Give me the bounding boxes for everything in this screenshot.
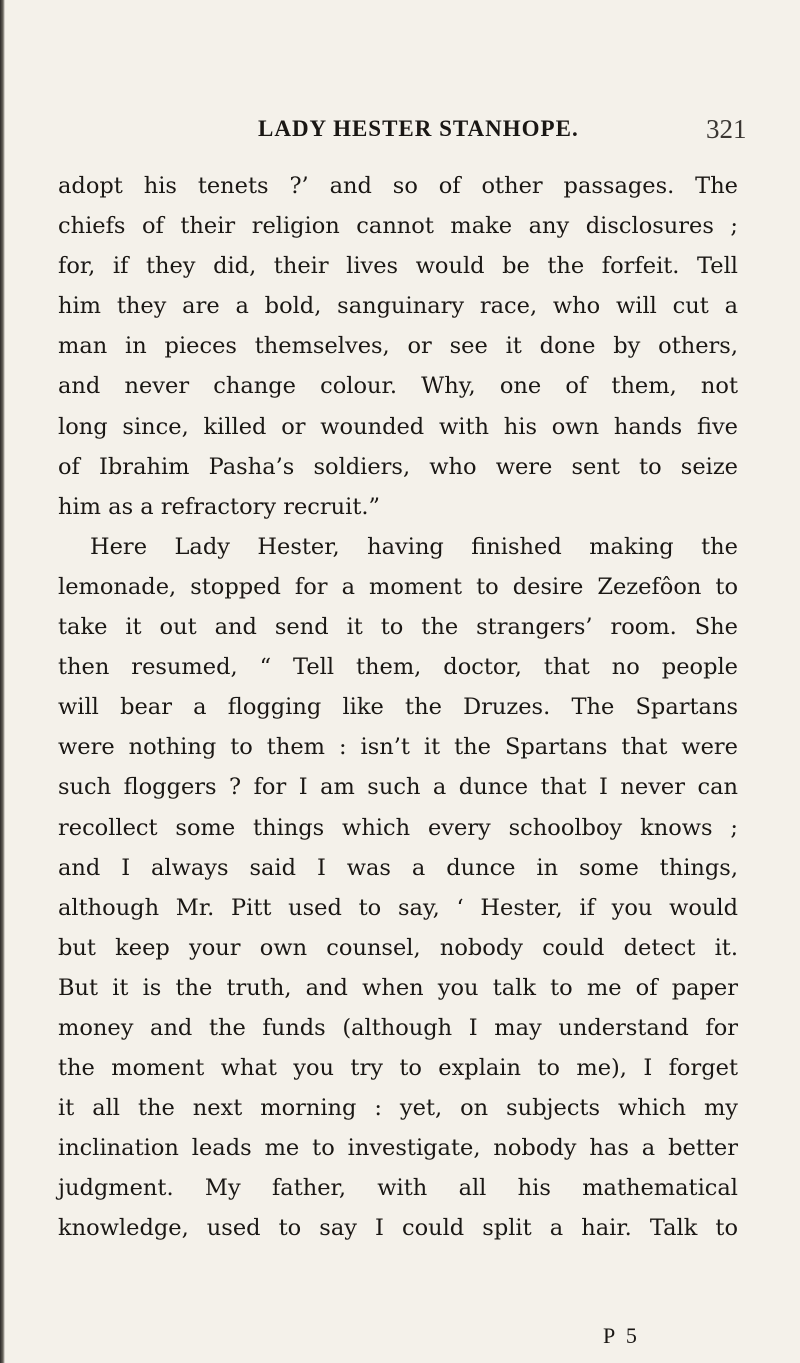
text-line: inclination leads me to investigate, nobody has a better — [58, 1135, 738, 1162]
text-body — [58, 166, 738, 1249]
text-line: the moment what you try to explain to me), I forget — [58, 1055, 738, 1082]
text-line: judgment. My father, with all his mathematical — [58, 1175, 738, 1202]
text-line: will bear a flogging like the Druzes. The Spartans — [58, 694, 738, 721]
text-line: adopt his tenets ?’ and so of other passages. The — [58, 173, 738, 199]
text-line: then resumed, “ Tell them, doctor, that no people — [58, 654, 738, 681]
text-line: man in pieces themselves, or see it done by others, — [58, 333, 738, 360]
text-line: lemonade, stopped for a moment to desire Zezefôon to — [58, 573, 738, 600]
page-number: 321 — [706, 114, 747, 144]
text-line: but keep your own counsel, nobody could detect it. — [58, 934, 738, 961]
printer-signature-mark: P 5 — [603, 1323, 640, 1348]
text-line: recollect some things which every schoolboy knows ; — [58, 814, 738, 841]
text-line: But it is the truth, and when you talk to me of paper — [58, 974, 738, 1001]
text-line: of Ibrahim Pasha’s soldiers, who were sent to seize — [58, 453, 738, 480]
text-line: knowledge, used to say I could split a hair. Talk to — [58, 1215, 738, 1242]
text-line: and never change colour. Why, one of them, not — [58, 373, 738, 400]
text-line: for, if they did, their lives would be the forfeit. Tell — [58, 253, 738, 280]
text-line: although Mr. Pitt used to say, ‘ Hester, if you would — [58, 894, 738, 921]
page-edge-shadow — [0, 0, 5, 1363]
text-line: such floggers ? for I am such a dunce that I never can — [58, 774, 738, 801]
text-line: him as a refractory recruit.” — [58, 493, 381, 520]
text-line: money and the funds (although I may understand for — [58, 1014, 738, 1041]
text-line: were nothing to them : isn’t it the Spartans that were — [58, 734, 738, 761]
text-line: it all the next morning : yet, on subjects which my — [58, 1095, 738, 1122]
running-title: LADY HESTER STANHOPE. — [258, 116, 579, 141]
paragraph-start-line: Here Lady Hester, having finished making the — [90, 533, 738, 560]
text-line: him they are a bold, sanguinary race, who will cut a — [58, 293, 738, 320]
text-line: and I always said I was a dunce in some things, — [58, 854, 738, 881]
running-head — [0, 114, 800, 154]
text-line: long since, killed or wounded with his own hands five — [58, 413, 738, 440]
text-line: take it out and send it to the strangers’ room. She — [58, 614, 738, 641]
text-line: chiefs of their religion cannot make any disclosures ; — [58, 213, 738, 240]
